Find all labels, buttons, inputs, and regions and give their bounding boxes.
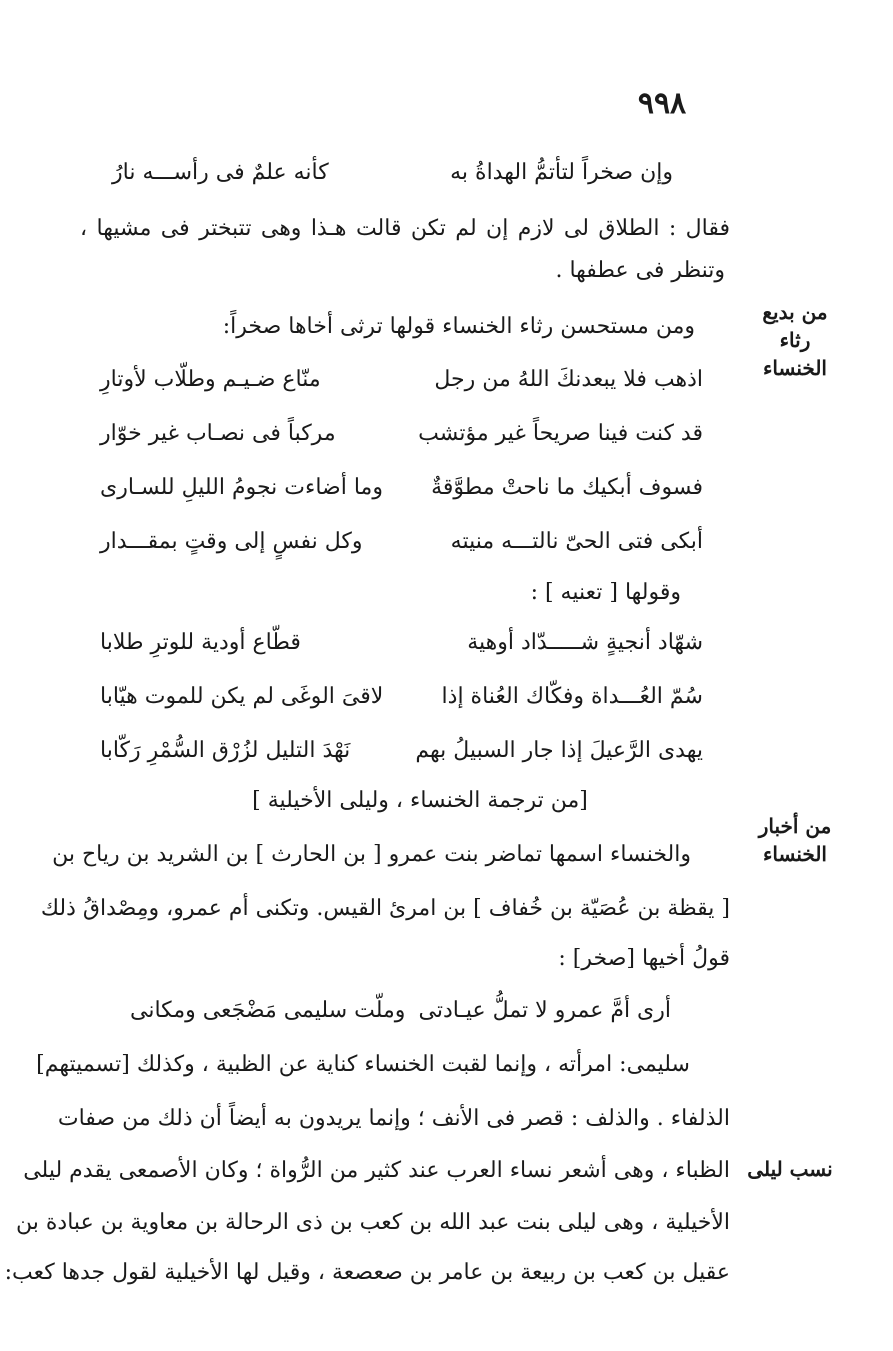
verse-sakhr-right: أرى أمَّ عمرو لا تملُّ عيـادتى (418, 998, 671, 1023)
page-number: ٩٩٨ (637, 86, 687, 121)
margin-note-nasab: نسب ليلى (747, 1157, 833, 1181)
prose-line: فقال : الطلاق لى لازم إن لم تكن قالت هـذا وهى تتبختر فى مشيها ، (80, 216, 730, 241)
poem1-line2-left: مركباً فى نصـاب غير خوّار (100, 421, 336, 446)
prose-line: عقيل بن كعب بن ربيعة بن عامر بن صعصعة ، وقيل لها الأخيلية لقول جدها كعب: (4, 1260, 730, 1285)
poem2-line1-left: قطّاع أودية للوترِ طلابا (100, 630, 301, 655)
prose-line: [ يقظة بن عُصَيّة بن خُفاف ] بن امرئ القيس. وتكنى أم عمرو، ومِصْداقُ ذلك (40, 896, 730, 921)
poem1-line2-right: قد كنت فينا صريحاً غير مؤتشب (418, 421, 703, 446)
intro-2: وقولها [ تعنيه ] : (530, 580, 681, 605)
prose-line: الظباء ، وهى أشعر نساء العرب عند كثير من الرُّواة ؛ وكان الأصمعى يقدم ليلى (23, 1158, 730, 1183)
poem2-line3-left: نَهْدَ التليل لزُرْق السُّمْرِ رَكّابا (100, 738, 351, 763)
prose-line: والخنساء اسمها تماضر بنت عمرو [ بن الحارث ] بن الشريد بن رياح بن (52, 842, 691, 867)
poem1-line4-left: وكل نفسٍ إلى وقتٍ بمقـــدار (100, 529, 363, 554)
prose-line: الذلفاء . والذلف : قصر فى الأنف ؛ وإنما يريدون به أيضاً أن ذلك من صفات (57, 1106, 730, 1131)
margin-note-ritha: من بديع رثاء الخنساء (762, 300, 828, 380)
prose-line: قولُ أخيها [صخر] : (558, 946, 730, 971)
poem2-line2-left: لاقىَ الوغَى لم يكن للموت هيّابا (100, 684, 384, 709)
poem2-line3-right: يهدى الرَّعيلَ إذا جار السبيلُ بهم (415, 738, 703, 763)
verse-top-left: كأنه علمٌ فى رأســـه نارُ (112, 160, 329, 185)
poem2-line1-right: شهّاد أنجيةٍ شـــــدّاد أوهية (467, 630, 703, 655)
poem1-line4-right: أبكى فتى الحىّ نالتـــه منيته (450, 529, 703, 554)
verse-sakhr-left: وملّت سليمى مَضْجَعى ومكانى (130, 998, 406, 1023)
poem2-line2-right: سُمّ العُـــداة وفكّاك العُناة إذا (441, 684, 703, 709)
poem1-line3-left: وما أضاءت نجومُ الليلِ للسـارى (100, 475, 383, 500)
section-title: [من ترجمة الخنساء ، وليلى الأخيلية ] (252, 788, 588, 813)
poem1-line1-left: منّاع ضـيـم وطلّاب لأوتارِ (100, 367, 321, 392)
prose-line: سليمى: امرأته ، وإنما لقبت الخنساء كناية عن الظبية ، وكذلك [تسميتهم] (36, 1052, 690, 1077)
prose-line: الأخيلية ، وهى ليلى بنت عبد الله بن كعب بن ذى الرحالة بن معاوية بن عبادة بن (16, 1210, 730, 1235)
poem1-line3-right: فسوف أبكيك ما ناحتْ مطوَّقةٌ (431, 475, 703, 500)
intro-ritha: ومن مستحسن رثاء الخنساء قولها ترثى أخاها صخراً: (222, 314, 695, 339)
verse-top-right: وإن صخراً لتأتمُّ الهداةُ به (450, 160, 673, 185)
prose-line: وتنظر فى عطفها . (555, 258, 725, 283)
poem1-line1-right: اذهب فلا يبعدنكَ اللهُ من رجل (434, 367, 703, 392)
margin-note-akhbar: من أخبار الخنساء (758, 814, 832, 866)
